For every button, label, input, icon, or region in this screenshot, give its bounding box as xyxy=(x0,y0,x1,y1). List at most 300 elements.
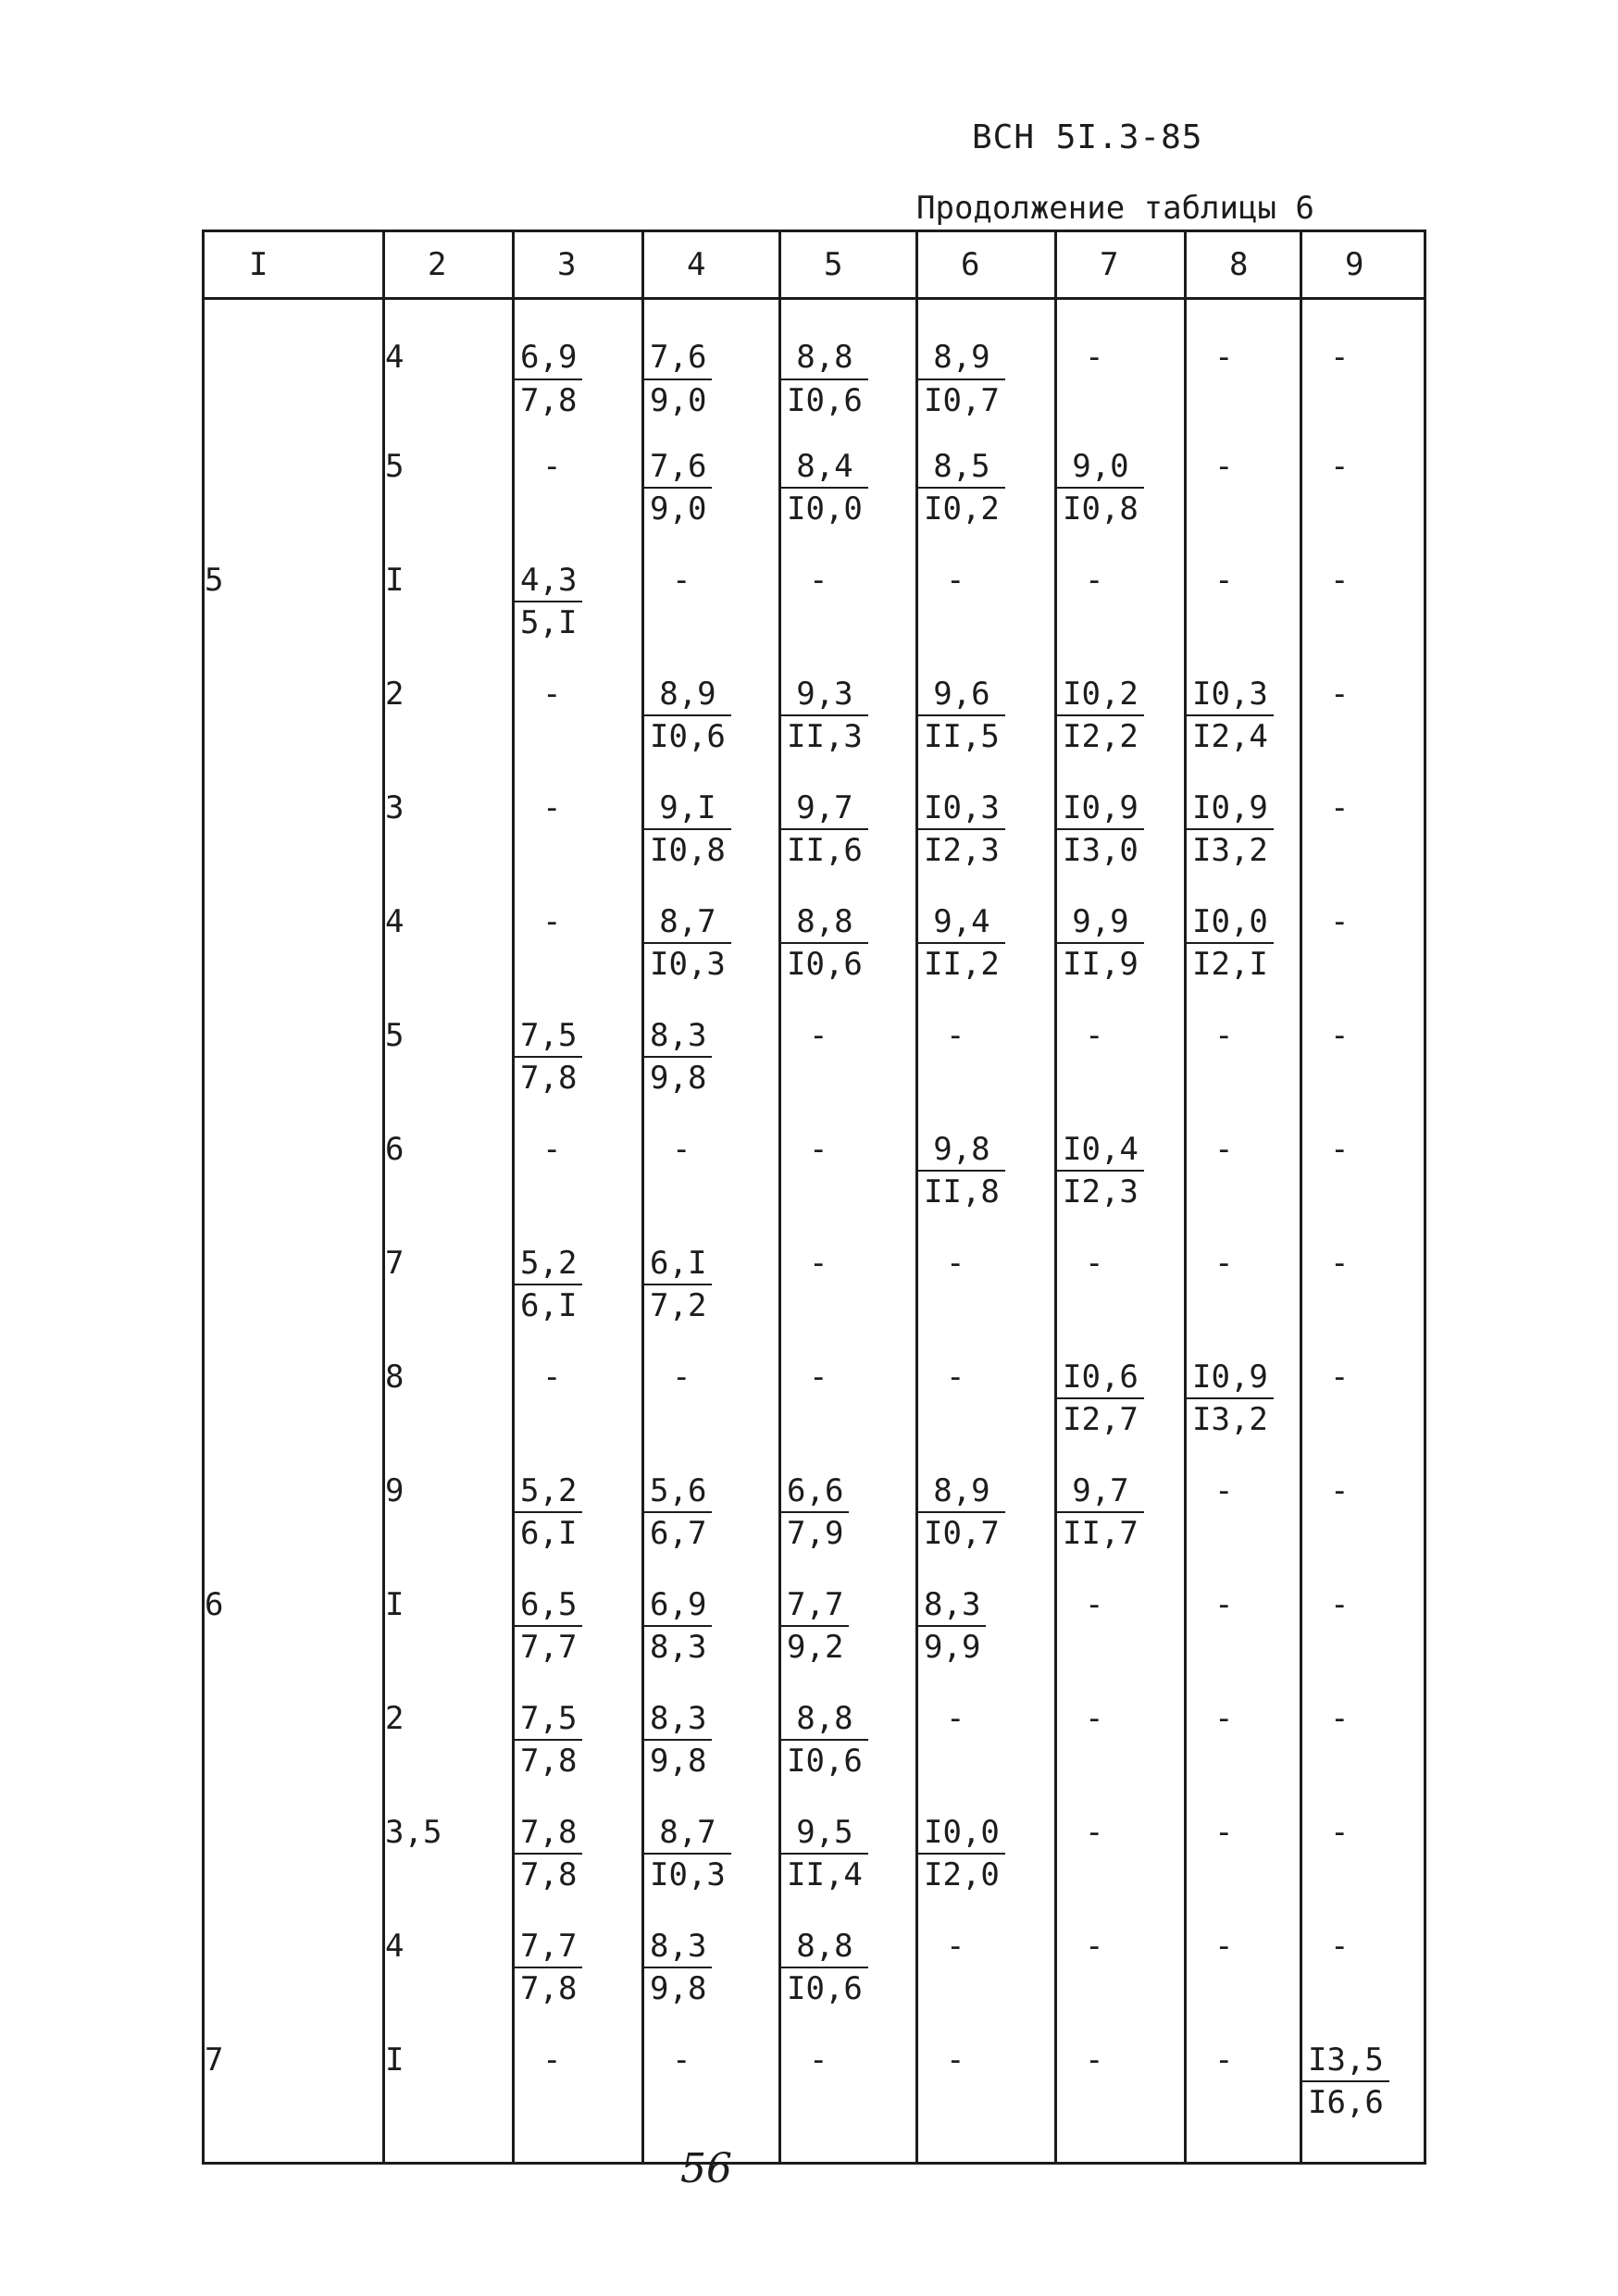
table-cell xyxy=(204,1445,384,1558)
table-cell xyxy=(1056,1445,1186,1558)
empty-value-dash: - xyxy=(1214,1813,1234,1851)
table-cell xyxy=(1301,1331,1425,1445)
fraction-value xyxy=(1187,676,1274,757)
table-cell xyxy=(780,1786,917,1900)
table-cell xyxy=(204,1672,384,1786)
table-cell: 2 xyxy=(384,1672,514,1786)
fraction-denominator: 9,8 xyxy=(650,1970,707,2008)
empty-value-dash: - xyxy=(1330,675,1350,713)
table-row xyxy=(204,875,1425,989)
fraction-denominator: 9,8 xyxy=(650,1743,707,1781)
fraction-numerator: 9,3 xyxy=(781,676,868,717)
table-row xyxy=(204,762,1425,875)
fraction-denominator: I0,3 xyxy=(650,946,726,984)
table-cell xyxy=(204,1900,384,2014)
fraction-value xyxy=(1187,789,1274,871)
table-cell xyxy=(514,875,643,989)
fraction-numerator: 9,8 xyxy=(918,1131,1005,1173)
table-cell xyxy=(1056,534,1186,648)
fraction-numerator: 8,5 xyxy=(918,448,1005,490)
column-header-4: 4 xyxy=(643,231,780,299)
empty-value-dash: - xyxy=(1330,447,1350,485)
table-cell xyxy=(643,1331,780,1445)
table-cell xyxy=(204,648,384,762)
table-row xyxy=(204,1331,1425,1445)
empty-value-dash: - xyxy=(672,1358,691,1396)
fraction-value xyxy=(918,1814,1005,1895)
table-cell xyxy=(514,989,643,1103)
fraction-numerator: 8,3 xyxy=(644,1017,712,1059)
table-cell xyxy=(643,299,780,420)
fraction-numerator: 8,7 xyxy=(644,903,731,945)
table-cell: 9 xyxy=(384,1445,514,1558)
fraction-denominator: 6,I xyxy=(520,1515,578,1553)
fraction-numerator: 8,3 xyxy=(644,1928,712,1969)
table-cell xyxy=(780,1558,917,1672)
fraction-numerator: 4,3 xyxy=(515,562,582,603)
fraction-numerator: 8,8 xyxy=(781,1700,868,1742)
fraction-denominator: I0,0 xyxy=(787,490,863,528)
fraction-value xyxy=(918,676,1005,757)
fraction-denominator: I0,6 xyxy=(650,718,726,756)
table-continuation-caption: Продолжение таблицы 6 xyxy=(916,190,1314,227)
table-cell xyxy=(780,648,917,762)
fraction-value xyxy=(781,676,868,757)
empty-value-dash: - xyxy=(1330,1699,1350,1737)
fraction-value xyxy=(515,1017,582,1098)
empty-value-dash: - xyxy=(542,675,562,713)
empty-value-dash: - xyxy=(1330,1471,1350,1509)
empty-value-dash: - xyxy=(1214,339,1234,376)
table-cell: 4 xyxy=(384,875,514,989)
column-header-7: 7 xyxy=(1056,231,1186,299)
fraction-numerator: 7,8 xyxy=(515,1814,582,1855)
fraction-denominator: II,3 xyxy=(787,718,863,756)
table-cell xyxy=(1186,1331,1301,1445)
table-cell xyxy=(1301,1900,1425,2014)
empty-value-dash: - xyxy=(1085,1016,1104,1054)
fraction-numerator: 6,9 xyxy=(644,1586,712,1628)
table-cell xyxy=(1186,1900,1301,2014)
empty-value-dash: - xyxy=(946,1358,965,1396)
fraction-denominator: I0,7 xyxy=(924,1515,1000,1553)
fraction-value xyxy=(781,1586,849,1668)
fraction-value xyxy=(781,1814,868,1895)
table-cell xyxy=(1186,1672,1301,1786)
fraction-numerator: 6,9 xyxy=(515,339,582,380)
table-cell xyxy=(643,1786,780,1900)
fraction-denominator: I2,3 xyxy=(924,832,1000,870)
fraction-numerator: I0,9 xyxy=(1057,789,1144,831)
table-cell xyxy=(780,1331,917,1445)
table-cell xyxy=(917,1672,1056,1786)
fraction-value xyxy=(644,1814,731,1895)
column-header-2: 2 xyxy=(384,231,514,299)
fraction-denominator: 9,2 xyxy=(787,1629,844,1667)
table-cell xyxy=(204,989,384,1103)
table-cell: 4 xyxy=(384,1900,514,2014)
table-cell xyxy=(643,875,780,989)
table-cell: 3,5 xyxy=(384,1786,514,1900)
table-cell xyxy=(514,1558,643,1672)
table-cell xyxy=(780,299,917,420)
fraction-denominator: I2,I xyxy=(1192,946,1268,984)
empty-value-dash: - xyxy=(1214,2041,1234,2079)
fraction-numerator: 9,0 xyxy=(1057,448,1144,490)
fraction-value xyxy=(515,1245,582,1326)
table-cell xyxy=(1301,648,1425,762)
fraction-numerator: 9,4 xyxy=(918,903,1005,945)
table-cell: 4 xyxy=(384,299,514,420)
table-row xyxy=(204,534,1425,648)
table-cell xyxy=(1301,1445,1425,1558)
empty-value-dash: - xyxy=(1214,1585,1234,1623)
empty-value-dash: - xyxy=(542,1358,562,1396)
table-cell xyxy=(1056,420,1186,534)
empty-value-dash: - xyxy=(946,561,965,599)
table-cell xyxy=(1056,648,1186,762)
fraction-denominator: I2,4 xyxy=(1192,718,1268,756)
table-cell xyxy=(1186,1786,1301,1900)
empty-value-dash: - xyxy=(1214,1927,1234,1965)
table-cell: 7 xyxy=(384,1217,514,1331)
empty-value-dash: - xyxy=(946,2041,965,2079)
table-cell xyxy=(1301,762,1425,875)
fraction-numerator: 8,7 xyxy=(644,1814,731,1855)
fraction-denominator: I0,6 xyxy=(787,1970,863,2008)
fraction-value xyxy=(918,448,1005,529)
column-header-9: 9 xyxy=(1301,231,1425,299)
empty-value-dash: - xyxy=(542,447,562,485)
table-cell xyxy=(204,1217,384,1331)
fraction-denominator: I0,6 xyxy=(787,1743,863,1781)
empty-value-dash: - xyxy=(946,1927,965,1965)
empty-value-dash: - xyxy=(1330,1585,1350,1623)
fraction-numerator: I0,0 xyxy=(918,1814,1005,1855)
empty-value-dash: - xyxy=(542,902,562,940)
fraction-value xyxy=(515,1928,582,2009)
table-row xyxy=(204,1900,1425,2014)
fraction-denominator: 7,8 xyxy=(520,381,578,419)
fraction-numerator: 7,5 xyxy=(515,1017,582,1059)
fraction-value xyxy=(1057,1472,1144,1554)
fraction-value xyxy=(644,676,731,757)
fraction-denominator: I2,3 xyxy=(1063,1173,1139,1211)
table-row xyxy=(204,1445,1425,1558)
table-cell xyxy=(1056,1786,1186,1900)
table-cell: 7 xyxy=(204,2014,384,2164)
table-cell xyxy=(780,875,917,989)
table-row xyxy=(204,648,1425,762)
table-cell xyxy=(1301,299,1425,420)
table-cell: 5 xyxy=(384,989,514,1103)
empty-value-dash: - xyxy=(1214,1699,1234,1737)
empty-value-dash: - xyxy=(672,561,691,599)
empty-value-dash: - xyxy=(1330,788,1350,826)
table-cell xyxy=(514,299,643,420)
table-cell xyxy=(1301,1558,1425,1672)
table-cell xyxy=(1186,648,1301,762)
fraction-numerator: 9,9 xyxy=(1057,903,1144,945)
fraction-value xyxy=(1057,1359,1144,1440)
empty-value-dash: - xyxy=(809,1358,828,1396)
table-row xyxy=(204,2014,1425,2164)
table-row xyxy=(204,1217,1425,1331)
table-cell xyxy=(1301,989,1425,1103)
empty-value-dash: - xyxy=(1330,1927,1350,1965)
document-code: ВСН 5I.3-85 xyxy=(972,118,1203,156)
fraction-value xyxy=(515,562,582,643)
table-cell xyxy=(643,1900,780,2014)
fraction-numerator: 8,3 xyxy=(644,1700,712,1742)
table-cell xyxy=(1186,2014,1301,2164)
table-cell xyxy=(643,1445,780,1558)
table-row xyxy=(204,420,1425,534)
table-cell xyxy=(1186,762,1301,875)
fraction-numerator: 9,6 xyxy=(918,676,1005,717)
fraction-value xyxy=(644,903,731,985)
table-cell xyxy=(917,762,1056,875)
empty-value-dash: - xyxy=(1330,1813,1350,1851)
fraction-denominator: I3,2 xyxy=(1192,832,1268,870)
fraction-numerator: 7,6 xyxy=(644,339,712,380)
table-cell xyxy=(514,420,643,534)
fraction-numerator: I0,3 xyxy=(1187,676,1274,717)
fraction-denominator: I3,2 xyxy=(1192,1401,1268,1439)
empty-value-dash: - xyxy=(946,1244,965,1282)
fraction-value xyxy=(515,339,582,420)
fraction-value xyxy=(1302,2042,1389,2123)
table-cell xyxy=(1186,299,1301,420)
fraction-numerator: 5,2 xyxy=(515,1472,582,1514)
fraction-denominator: I0,7 xyxy=(924,381,1000,419)
fraction-numerator: I0,9 xyxy=(1187,1359,1274,1400)
empty-value-dash: - xyxy=(809,1016,828,1054)
fraction-denominator: 5,I xyxy=(520,604,578,642)
table-cell xyxy=(1056,1900,1186,2014)
table-cell xyxy=(1301,1672,1425,1786)
table-row xyxy=(204,1786,1425,1900)
table-cell xyxy=(204,420,384,534)
table-cell xyxy=(1056,2014,1186,2164)
table-cell: 2 xyxy=(384,648,514,762)
fraction-value xyxy=(515,1586,582,1668)
fraction-value xyxy=(781,903,868,985)
fraction-denominator: 7,8 xyxy=(520,1743,578,1781)
empty-value-dash: - xyxy=(1085,1927,1104,1965)
fraction-denominator: 6,I xyxy=(520,1287,578,1325)
table-cell xyxy=(643,1672,780,1786)
fraction-numerator: I0,3 xyxy=(918,789,1005,831)
fraction-numerator: 7,5 xyxy=(515,1700,582,1742)
table-cell xyxy=(1056,1558,1186,1672)
table-cell: 5 xyxy=(384,420,514,534)
fraction-value xyxy=(918,789,1005,871)
fraction-denominator: II,6 xyxy=(787,832,863,870)
table-cell xyxy=(917,420,1056,534)
fraction-value xyxy=(644,448,712,529)
table-cell xyxy=(780,534,917,648)
fraction-numerator: 8,9 xyxy=(918,339,1005,380)
fraction-value xyxy=(644,1928,712,2009)
table-cell xyxy=(1301,1786,1425,1900)
table-cell xyxy=(1056,1672,1186,1786)
empty-value-dash: - xyxy=(946,1016,965,1054)
fraction-denominator: I2,7 xyxy=(1063,1401,1139,1439)
empty-value-dash: - xyxy=(1085,1699,1104,1737)
fraction-numerator: 8,8 xyxy=(781,1928,868,1969)
fraction-denominator: I0,8 xyxy=(650,832,726,870)
column-header-5: 5 xyxy=(780,231,917,299)
fraction-numerator: 5,6 xyxy=(644,1472,712,1514)
table-cell xyxy=(643,1558,780,1672)
empty-value-dash: - xyxy=(1214,1016,1234,1054)
empty-value-dash: - xyxy=(946,1699,965,1737)
table-cell xyxy=(917,1900,1056,2014)
fraction-denominator: 7,9 xyxy=(787,1515,844,1553)
table-cell xyxy=(1056,875,1186,989)
table-cell xyxy=(514,534,643,648)
table-cell xyxy=(1301,420,1425,534)
empty-value-dash: - xyxy=(672,2041,691,2079)
fraction-numerator: 9,5 xyxy=(781,1814,868,1855)
empty-value-dash: - xyxy=(1085,339,1104,376)
empty-value-dash: - xyxy=(1085,2041,1104,2079)
fraction-numerator: 8,4 xyxy=(781,448,868,490)
table-cell xyxy=(917,875,1056,989)
table-row xyxy=(204,299,1425,420)
table-cell xyxy=(204,762,384,875)
fraction-denominator: 7,8 xyxy=(520,1060,578,1098)
table-cell xyxy=(1056,1217,1186,1331)
table-cell: I xyxy=(384,2014,514,2164)
table-cell xyxy=(643,534,780,648)
fraction-numerator: I0,6 xyxy=(1057,1359,1144,1400)
fraction-numerator: I3,5 xyxy=(1302,2042,1389,2083)
table-cell xyxy=(780,420,917,534)
table-cell xyxy=(1301,875,1425,989)
table-cell xyxy=(917,1103,1056,1217)
table-cell xyxy=(1301,534,1425,648)
table-cell xyxy=(514,1331,643,1445)
fraction-value xyxy=(781,339,868,420)
empty-value-dash: - xyxy=(1085,561,1104,599)
fraction-denominator: I6,6 xyxy=(1308,2084,1384,2122)
table-cell xyxy=(1301,1217,1425,1331)
fraction-numerator: I0,9 xyxy=(1187,789,1274,831)
table-cell xyxy=(780,1672,917,1786)
empty-value-dash: - xyxy=(809,561,828,599)
table-cell xyxy=(917,989,1056,1103)
table-cell xyxy=(917,1331,1056,1445)
table-cell: 3 xyxy=(384,762,514,875)
fraction-numerator: 8,8 xyxy=(781,903,868,945)
table-cell xyxy=(514,762,643,875)
fraction-value xyxy=(781,448,868,529)
empty-value-dash: - xyxy=(1330,902,1350,940)
table-cell: 6 xyxy=(204,1558,384,1672)
table-cell xyxy=(1056,762,1186,875)
table-cell xyxy=(514,1900,643,2014)
table-cell xyxy=(917,2014,1056,2164)
column-header-6: 6 xyxy=(917,231,1056,299)
table-cell xyxy=(780,1217,917,1331)
table-cell xyxy=(1186,1103,1301,1217)
fraction-value xyxy=(1057,1131,1144,1212)
empty-value-dash: - xyxy=(809,2041,828,2079)
table-cell xyxy=(917,648,1056,762)
table-cell xyxy=(514,1217,643,1331)
table-cell xyxy=(643,648,780,762)
fraction-denominator: I0,6 xyxy=(787,946,863,984)
table-row xyxy=(204,1103,1425,1217)
table-cell xyxy=(514,1786,643,1900)
table-cell xyxy=(917,1558,1056,1672)
fraction-denominator: 8,3 xyxy=(650,1629,707,1667)
table-cell xyxy=(204,875,384,989)
table-cell xyxy=(1301,1103,1425,1217)
fraction-value xyxy=(644,789,731,871)
empty-value-dash: - xyxy=(1214,1471,1234,1509)
fraction-value xyxy=(644,1245,712,1326)
table-cell xyxy=(917,1786,1056,1900)
empty-value-dash: - xyxy=(542,788,562,826)
fraction-denominator: 9,9 xyxy=(924,1629,981,1667)
fraction-denominator: I3,0 xyxy=(1063,832,1139,870)
table-cell xyxy=(1186,420,1301,534)
fraction-denominator: II,2 xyxy=(924,946,1000,984)
fraction-denominator: II,9 xyxy=(1063,946,1139,984)
fraction-denominator: 7,8 xyxy=(520,1856,578,1894)
fraction-numerator: I0,2 xyxy=(1057,676,1144,717)
fraction-value xyxy=(644,1700,712,1781)
fraction-denominator: I0,6 xyxy=(787,381,863,419)
fraction-value xyxy=(644,1472,712,1554)
fraction-denominator: 7,7 xyxy=(520,1629,578,1667)
empty-value-dash: - xyxy=(1085,1585,1104,1623)
table-cell xyxy=(1186,875,1301,989)
table-cell: I xyxy=(384,534,514,648)
fraction-denominator: II,7 xyxy=(1063,1515,1139,1553)
fraction-denominator: 7,2 xyxy=(650,1287,707,1325)
fraction-value xyxy=(515,1472,582,1554)
fraction-value xyxy=(781,1928,868,2009)
empty-value-dash: - xyxy=(1214,1130,1234,1168)
page-number: 56 xyxy=(680,2145,732,2192)
table-cell xyxy=(1301,2014,1425,2164)
empty-value-dash: - xyxy=(1330,1244,1350,1282)
table-cell xyxy=(1186,989,1301,1103)
fraction-value xyxy=(644,339,712,420)
column-header-8: 8 xyxy=(1186,231,1301,299)
table-row xyxy=(204,1672,1425,1786)
table-cell xyxy=(643,1217,780,1331)
table-cell xyxy=(917,534,1056,648)
fraction-numerator: 8,9 xyxy=(644,676,731,717)
table-cell xyxy=(643,989,780,1103)
fraction-denominator: I0,3 xyxy=(650,1856,726,1894)
fraction-numerator: 8,3 xyxy=(918,1586,986,1628)
table-cell xyxy=(780,1445,917,1558)
table-cell: 5 xyxy=(204,534,384,648)
table-cell xyxy=(514,1445,643,1558)
empty-value-dash: - xyxy=(1085,1244,1104,1282)
table-row xyxy=(204,989,1425,1103)
fraction-denominator: I2,2 xyxy=(1063,718,1139,756)
empty-value-dash: - xyxy=(809,1244,828,1282)
fraction-value xyxy=(644,1586,712,1668)
table-cell xyxy=(917,1445,1056,1558)
